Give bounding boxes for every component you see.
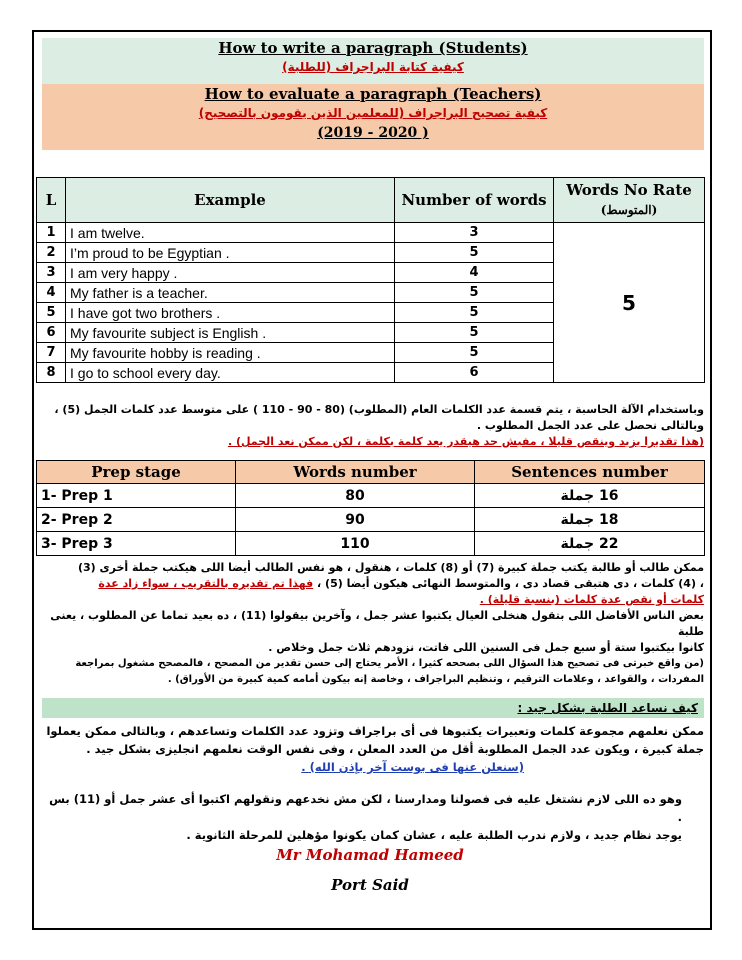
calc-note-line3: (هذا تقديرا يزيد وينقص قليلا ، مفيش حد هيقدر يعد كلمة بكلمة ، لكن ممكن نعد الجمل) .	[227, 435, 704, 448]
row-example: I go to school every day.	[66, 363, 395, 383]
explanation-line2b: فهذا تم تقديره بالتقريب ، سواء زاد عدة	[98, 577, 314, 590]
teachers-title-en: How to evaluate a paragraph (Teachers)	[204, 85, 542, 103]
row-example: I have got two brothers .	[66, 303, 395, 323]
students-title-ar: كيفية كتابة البراجراف (للطلبة)	[282, 60, 464, 74]
students-title-en: How to write a paragraph (Students)	[218, 39, 528, 57]
row-example: My father is a teacher.	[66, 283, 395, 303]
closing-line2: يوجد نظام جديد ، ولازم ندرب الطلبة عليه ، عشان كمان يكونوا مؤهلين للمرحلة الثانوية .	[186, 828, 682, 842]
col-words: Words number	[236, 461, 475, 484]
row-number: 3	[395, 223, 554, 243]
students-header	[42, 38, 704, 84]
row-l: 5	[37, 303, 66, 323]
row-number: 5	[395, 243, 554, 263]
calc-note	[42, 402, 704, 450]
row-l: 4	[37, 283, 66, 303]
explanation-line1: ممكن طالب أو طالبة يكتب جملة كبيرة (7) أو (8) كلمات ، هنقول ، هو نفس الطالب أيضا اللى هيكتب جملة أخرى (3)	[77, 561, 704, 574]
stages-header-row	[37, 461, 705, 484]
year-label: (2019 - 2020 )	[317, 125, 429, 141]
row-sentences: 18 جملة	[475, 508, 705, 532]
stages-table	[36, 460, 705, 556]
help-line3: (سنعلن عنها فى بوست آخر بإذن الله) .	[301, 760, 524, 774]
explanation-line2	[42, 576, 704, 592]
help-line1: ممكن نعلمهم مجموعة كلمات وتعبيرات يكتبوها فى أى براجراف وتزود عدد الكلمات وتساعدهم ، وبالتالى ممكن يعملوا	[46, 724, 704, 738]
row-number: 5	[395, 283, 554, 303]
calc-note-line2: وبالتالى نحصل على عدد الجمل المطلوب .	[476, 419, 704, 432]
explanation-line5: كانوا بيكتبوا ستة أو سبع جمل فى السنين اللى فاتت، نزودهم ثلاث جمل وخلاص .	[268, 641, 704, 654]
row-l: 1	[37, 223, 66, 243]
col-sentences: Sentences number	[475, 461, 705, 484]
row-stage: 2- Prep 2	[37, 508, 236, 532]
row-number: 5	[395, 343, 554, 363]
help-line2: جملة كبيرة ، ويكون عدد الجمل المطلوبة أقل من العدد المعلن ، وفى نفس الوقت نعلمهم انجليزى بشكل جيد .	[86, 742, 704, 756]
teachers-header	[42, 84, 704, 150]
closing-line1: وهو ده اللى لازم نشتغل عليه فى فصولنا ومدارسنا ، لكن مش نخدعهم ونقولهم اكتبوا أى عشر جمل أو (11) بس .	[49, 792, 682, 824]
row-l: 2	[37, 243, 66, 263]
table-row	[37, 223, 705, 243]
explanation-line4: بعض الناس الأفاضل اللى بتقول هنخلى العيال يكتبوا عشر جمل ، وآخرين بيقولوا (11) ، ده بعيد تماما عن المطلوب ، يعنى طلبة	[50, 609, 704, 638]
row-stage: 3- Prep 3	[37, 532, 236, 556]
row-stage: 1- Prep 1	[37, 484, 236, 508]
row-l: 7	[37, 343, 66, 363]
examples-table	[36, 177, 705, 383]
teachers-title-ar: كيفية تصحيح البراجراف (للمعلمين الذين يقومون بالتصحيح)	[198, 106, 548, 120]
row-example: I’m proud to be Egyptian .	[66, 243, 395, 263]
table-row	[37, 532, 705, 556]
explanation-line2a: ، (4) كلمات ، دى هتبقى قصاد دى ، والمتوسط النهائى هيكون أيضا (5) ،	[313, 577, 704, 590]
col-rate	[554, 178, 705, 223]
row-number: 4	[395, 263, 554, 283]
row-number: 5	[395, 303, 554, 323]
col-rate-ar: (المتوسط)	[600, 203, 658, 217]
row-words: 90	[236, 508, 475, 532]
explanation	[42, 560, 704, 688]
row-example: My favourite subject is English .	[66, 323, 395, 343]
calc-note-line1: وباستخدام الآلة الحاسبة ، يتم قسمة عدد الكلمات العام (المطلوب) (80 - 90 - 110 ) على متوسط عدد كلمات الجمل (5) ،	[54, 403, 704, 416]
row-l: 6	[37, 323, 66, 343]
row-l: 8	[37, 363, 66, 383]
row-number: 5	[395, 323, 554, 343]
explanation-line3: كلمات أو نقص عدة كلمات (بنسبة قليلة) .	[479, 593, 704, 606]
row-words: 80	[236, 484, 475, 508]
help-text	[42, 722, 704, 776]
help-title: كيف نساعد الطلبة بشكل جيد :	[517, 701, 698, 715]
rate-value: 5	[554, 223, 705, 383]
row-example: My favourite hobby is reading .	[66, 343, 395, 363]
explanation-line6: (من واقع خبرتى فى تصحيح هذا السؤال اللى بصححه كثيرا ، الأمر يحتاج إلى حسن تقدير من المصحح ، فالمصحح مشغول بمراجعة	[75, 658, 704, 669]
row-example: I am very happy .	[66, 263, 395, 283]
row-example: I am twelve.	[66, 223, 395, 243]
col-stage: Prep stage	[37, 461, 236, 484]
col-rate-en: Words No Rate	[566, 181, 692, 199]
table-row	[37, 508, 705, 532]
row-l: 3	[37, 263, 66, 283]
help-title-bar	[42, 698, 704, 718]
explanation-line7: المفردات ، والقواعد ، وعلامات الترقيم ، وتنظيم البراجراف ، وخاصة إنه بيكون أمامه كمية كبيرة من الأوراق) .	[167, 674, 704, 685]
examples-header-row	[37, 178, 705, 223]
table-row	[37, 484, 705, 508]
col-example: Example	[66, 178, 395, 223]
row-sentences: 22 جملة	[475, 532, 705, 556]
col-l: L	[37, 178, 66, 223]
row-words: 110	[236, 532, 475, 556]
closing-text	[42, 790, 682, 844]
author-city: Port Said	[331, 876, 409, 894]
row-number: 6	[395, 363, 554, 383]
author-name: Mr Mohamad Hameed	[276, 846, 464, 864]
col-number: Number of words	[395, 178, 554, 223]
row-sentences: 16 جملة	[475, 484, 705, 508]
